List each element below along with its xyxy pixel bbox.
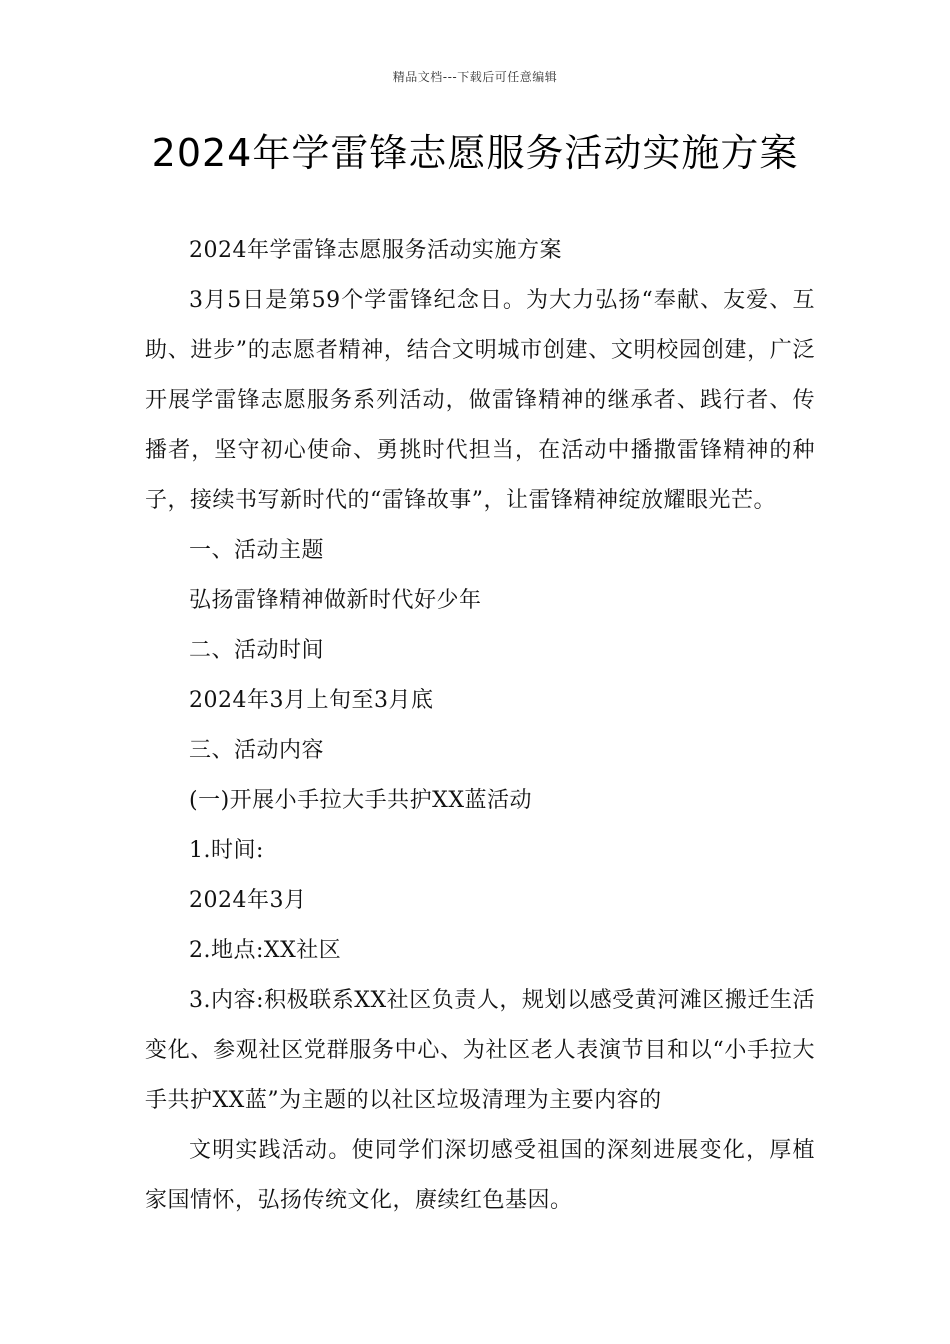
document-body <box>145 226 815 1226</box>
item-time-label: 1.时间: <box>189 838 264 863</box>
paragraph-intro: 3月5日是第59个学雷锋纪念日。为大力弘扬“奉献、友爱、互助、进步”的志愿者精神，结合文明城市创建、文明校园创建，广泛开展学雷锋志愿服务系列活动，做雷锋精神的继承者、践行者、传播者，坚守初心使命、勇挑时代担当，在活动中播撒雷锋精神的种子，接续书写新时代的“雷锋故事”，让雷锋精神绽放耀眼光芒。 <box>145 288 815 513</box>
paragraph-theme: 弘扬雷锋精神做新时代好少年 <box>189 588 482 613</box>
subsection-heading-1: (一)开展小手拉大手共护XX蓝活动 <box>189 788 532 813</box>
section-heading-time: 二、活动时间 <box>189 638 325 663</box>
section-heading-content: 三、活动内容 <box>189 738 325 763</box>
header-note: 精品文档---下载后可任意编辑 <box>392 70 558 84</box>
paragraph-content-continued: 文明实践活动。使同学们深切感受祖国的深刻进展变化，厚植家国情怀，弘扬传统文化，赓续红色基因。 <box>145 1138 815 1213</box>
paragraph-time: 2024年3月上旬至3月底 <box>189 688 434 713</box>
item-content: 3.内容:积极联系XX社区负责人，规划以感受黄河滩区搬迁生活变化、参观社区党群服务中心、为社区老人表演节目和以“小手拉大手共护XX蓝”为主题的以社区垃圾清理为主要内容的 <box>145 988 815 1113</box>
document-title: 2024年学雷锋志愿服务活动实施方案 <box>151 131 799 175</box>
item-time-value: 2024年3月 <box>189 888 307 913</box>
item-location: 2.地点:XX社区 <box>189 938 342 963</box>
paragraph-subtitle: 2024年学雷锋志愿服务活动实施方案 <box>189 238 562 263</box>
section-heading-theme: 一、活动主题 <box>189 538 325 563</box>
